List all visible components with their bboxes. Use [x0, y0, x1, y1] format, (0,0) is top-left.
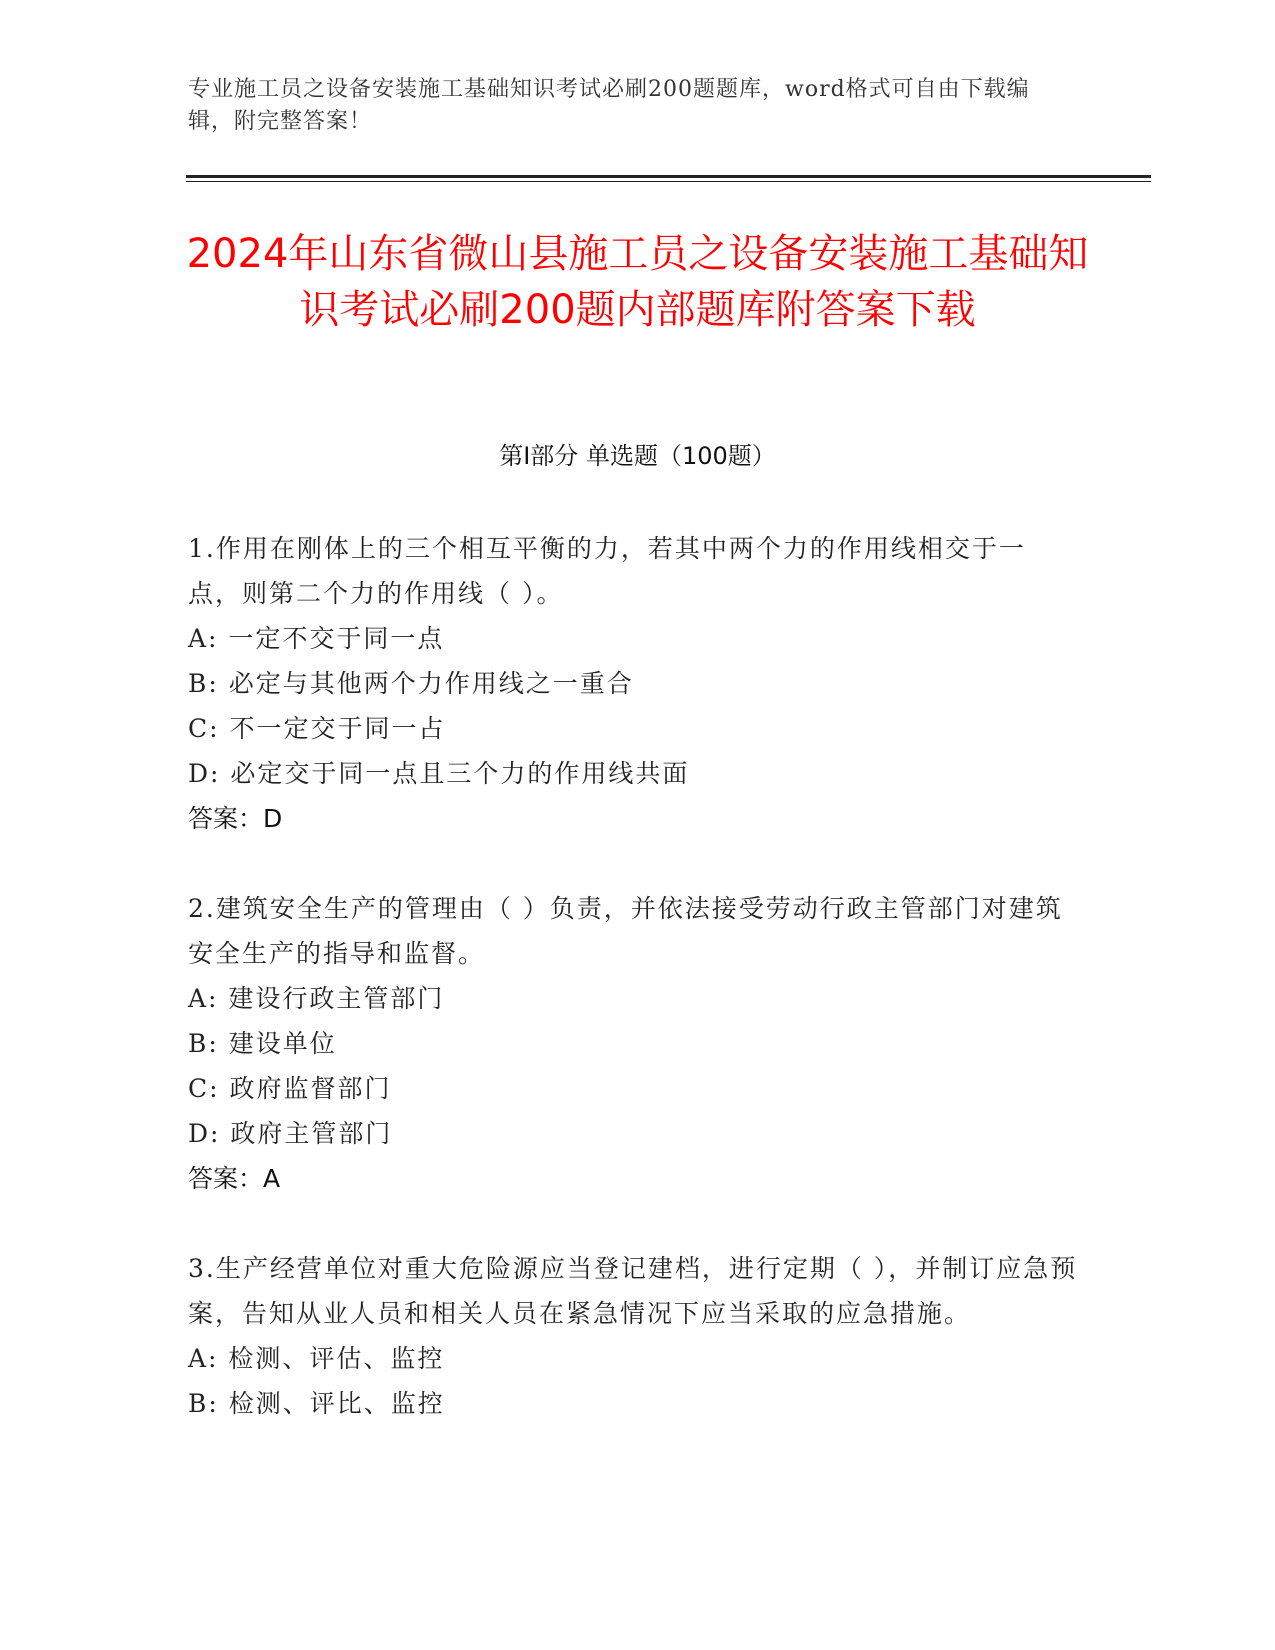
section-heading: 第I部分 单选题（100题） [499, 442, 776, 470]
option-c: C: 政府监督部门 [188, 1074, 392, 1103]
header-divider-thin [186, 181, 1151, 182]
answer: 答案：A [188, 1164, 281, 1193]
option-b: B: 检测、评比、监控 [188, 1389, 445, 1418]
question-stem: 1.作用在刚体上的三个相互平衡的力，若其中两个力的作用线相交于一点，则第二个力的作用线（ ）。 [188, 534, 1026, 608]
answer: 答案：D [188, 804, 283, 833]
option-d: D: 必定交于同一点且三个力的作用线共面 [188, 759, 690, 788]
question-stem: 2.建筑安全生产的管理由（ ）负责，并依法接受劳动行政主管部门对建筑安全生产的指导和监督。 [188, 894, 1063, 968]
question-3 [188, 1246, 1078, 1426]
option-a: A: 检测、评估、监控 [188, 1344, 445, 1373]
header-divider-thick [186, 175, 1151, 178]
option-b: B: 建设单位 [188, 1029, 337, 1058]
question-list [188, 526, 1078, 1471]
option-a: A: 建设行政主管部门 [188, 984, 445, 1013]
question-2 [188, 886, 1078, 1201]
option-c: C: 不一定交于同一占 [188, 714, 446, 743]
header-note: 专业施工员之设备安装施工基础知识考试必刷200题题库，word格式可自由下载编辑，附完整答案！ [188, 77, 1030, 134]
document-title: 2024年山东省微山县施工员之设备安装施工基础知识考试必刷200题内部题库附答案下载 [186, 231, 1089, 333]
option-a: A: 一定不交于同一点 [188, 624, 445, 653]
question-1 [188, 526, 1078, 841]
question-stem: 3.生产经营单位对重大危险源应当登记建档，进行定期（ ），并制订应急预案，告知从业人员和相关人员在紧急情况下应当采取的应急措施。 [188, 1254, 1078, 1328]
option-b: B: 必定与其他两个力作用线之一重合 [188, 669, 634, 698]
option-d: D: 政府主管部门 [188, 1119, 393, 1148]
